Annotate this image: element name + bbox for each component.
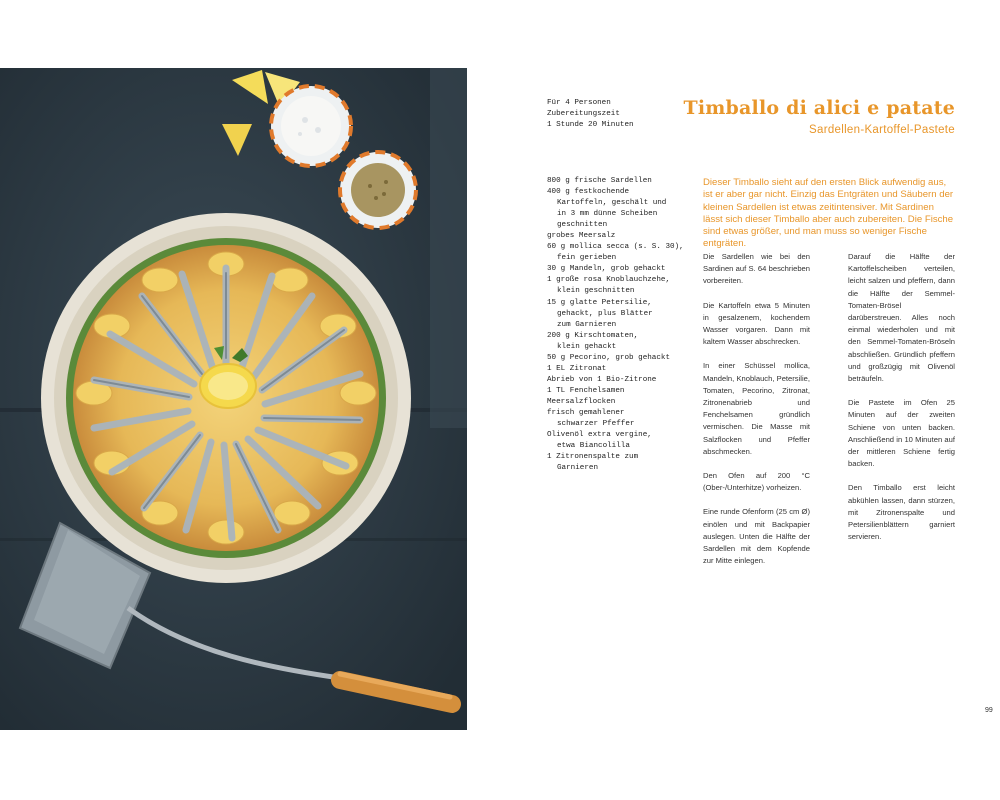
instructions-column-2 xyxy=(848,251,955,555)
instruction-step: Eine runde Ofenform (25 cm Ø) einölen und mit Backpapier auslegen. Unten die Hälfte der Sardellen mit dem Kopfende zur Mitte einlegen. xyxy=(703,507,810,566)
fennel-seed-bowl xyxy=(340,152,416,228)
ingredient-item: Abrieb von 1 Bio-Zitrone xyxy=(547,375,657,384)
ingredient-item: fein gerieben xyxy=(557,254,617,263)
ingredient-item: klein gehackt xyxy=(557,342,617,351)
ingredient-item: etwa Biancolilla xyxy=(557,442,630,451)
timballo-dish xyxy=(41,213,411,583)
ingredient-item: 15 g glatte Petersilie, xyxy=(547,298,652,307)
ingredient-item: 1 Zitronenspalte zum xyxy=(547,453,639,462)
ingredient-item: Meersalzflocken xyxy=(547,397,616,406)
ingredient-item: 200 g Kirschtomaten, xyxy=(547,331,639,340)
instruction-step: Die Sardellen wie bei den Sardinen auf S. 64 beschrieben vorbereiten. xyxy=(703,252,810,286)
ingredient-item: 30 g Mandeln, grob gehackt xyxy=(547,265,666,274)
servings: Für 4 Personen xyxy=(547,99,611,107)
page-number: 99 xyxy=(985,707,993,714)
ingredient-list xyxy=(547,176,697,474)
recipe-subtitle: Sardellen-Kartoffel-Pastete xyxy=(809,124,955,136)
ingredient-item: zum Garnieren xyxy=(557,320,617,329)
ingredient-item: Kartoffeln, geschält und xyxy=(557,199,667,208)
instruction-step: Den Ofen auf 200 °C (Ober-/Unterhitze) vorheizen. xyxy=(703,471,810,493)
instruction-step: Darauf die Hälfte der Kartoffelscheiben verteilen, leicht salzen und pfeffern, dann die Hälfte der Semmel-Tomaten-Brösel darüberstreuen. Alles noch einmal wiederholen und mit den Semmel-Tomaten-Bröseln abschließen. Gründlich pfeffern und großzügig mit Olivenöl beträufeln. xyxy=(848,252,955,384)
ingredient-item: gehackt, plus Blätter xyxy=(557,309,653,318)
ingredient-item: frisch gemahlener xyxy=(547,408,625,417)
recipe-photo xyxy=(0,68,467,730)
ingredient-item: 1 EL Zitronat xyxy=(547,364,607,373)
instruction-step: Die Pastete im Ofen 25 Minuten auf der zweiten Schiene von unten backen. Anschließend in 10 Minuten auf der mittleren Schiene fertig backen. xyxy=(848,398,955,469)
ingredient-item: 1 große rosa Knoblauchzehe, xyxy=(547,276,671,285)
prep-time-value: 1 Stunde 20 Minuten xyxy=(547,121,634,130)
recipe-intro: Dieser Timballo sieht auf den ersten Blick aufwendig aus, ist er aber gar nicht. Einzig das Entgräten und Säubern der kleinen Sardellen ist etwas zeitintensiver. Mit Sardinen lässt sich dieser Timballo aber auch zubereiten. Die Fische sind etwas größer, und man muss so weniger Fische entgräten. xyxy=(703,177,954,250)
servings-and-time xyxy=(547,98,697,132)
ingredient-item: Garnieren xyxy=(557,464,599,473)
recipe-title: Timballo di alici e patate xyxy=(683,97,955,119)
instruction-step: In einer Schüssel mollica, Mandeln, Knoblauch, Petersilie, Tomaten, Pecorino, Zitronat, Zitronenabrieb und Fenchelsamen gründlich vermischen. Die Masse mit Salzflocken und Pfeffer abschmecken. xyxy=(703,361,810,456)
ingredient-item: in 3 mm dünne Scheiben xyxy=(557,210,658,219)
ingredient-item: 400 g festkochende xyxy=(547,188,630,197)
instructions-column-1 xyxy=(703,251,810,579)
ingredient-item: 1 TL Fenchelsamen xyxy=(547,386,625,395)
ingredient-item: grobes Meersalz xyxy=(547,232,616,241)
ingredient-item: Olivenöl extra vergine, xyxy=(547,431,652,440)
timballo-photo-illustration xyxy=(0,68,467,730)
instruction-step: Die Kartoffeln etwa 5 Minuten in gesalzenem, kochendem Wasser vorgaren. Dann mit kaltem Wasser abschrecken. xyxy=(703,300,810,347)
ingredient-item: klein geschnitten xyxy=(557,287,635,296)
prep-time-label: Zubereitungszeit xyxy=(547,110,620,119)
ingredient-item: 800 g frische Sardellen xyxy=(547,177,652,185)
ingredient-item: geschnitten xyxy=(557,221,608,230)
salt-bowl xyxy=(271,86,351,166)
ingredient-item: 60 g mollica secca (s. S. 30), xyxy=(547,243,684,252)
ingredient-item: 50 g Pecorino, grob gehackt xyxy=(547,353,671,362)
ingredient-item: schwarzer Pfeffer xyxy=(557,420,635,429)
instruction-step: Den Timballo erst leicht abkühlen lassen, dann stürzen, mit Zitronenspalte und Petersilienblättern garniert servieren. xyxy=(848,483,955,542)
